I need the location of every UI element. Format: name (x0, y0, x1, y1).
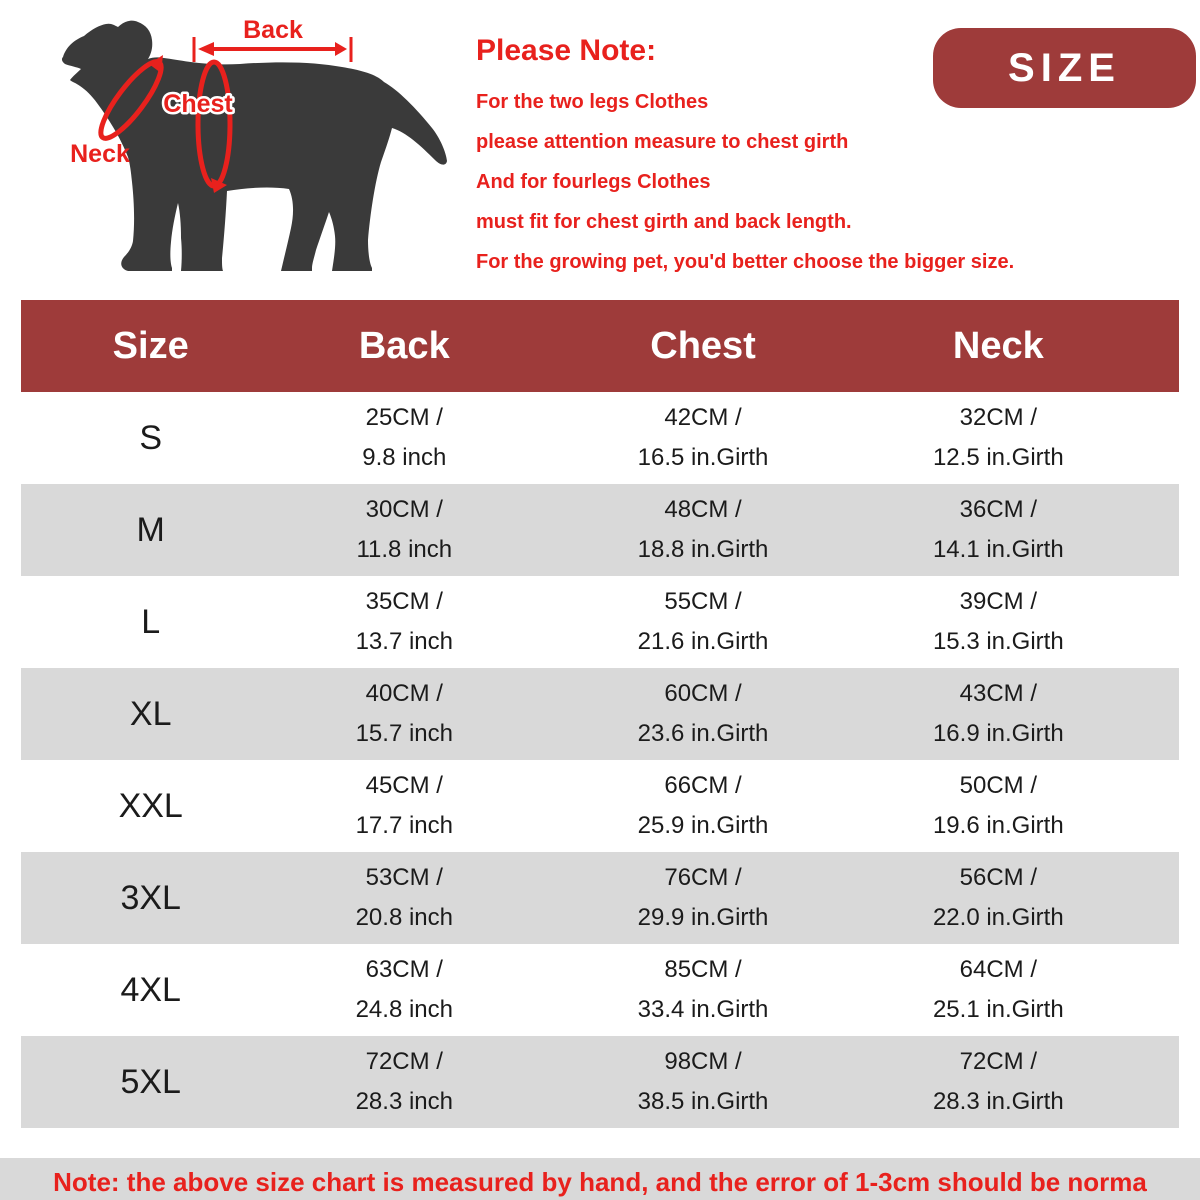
chest-cell: 60CM / 23.6 in.Girth (637, 680, 769, 747)
chest-cell: 98CM / 38.5 in.Girth (637, 1048, 769, 1115)
neck-cell: 50CM / 19.6 in.Girth (932, 772, 1064, 839)
note-line: must fit for chest girth and back length. (476, 211, 852, 233)
back-cell: 30CM / 11.8 inch (356, 496, 453, 563)
note-line: And for fourlegs Clothes (476, 171, 711, 193)
size-label: XL (129, 694, 172, 733)
column-header-spacer (1119, 300, 1179, 392)
back-cell: 25CM / 9.8 inch (362, 404, 447, 471)
row-spacer (1119, 1036, 1179, 1128)
column-header-size: Size (21, 300, 280, 392)
dog-measurement-diagram (0, 0, 470, 300)
size-table (21, 300, 1179, 1128)
back-arrowhead-left (198, 42, 214, 56)
table-row (21, 484, 1179, 576)
table-row (21, 576, 1179, 668)
note-line: please attention measure to chest girth (476, 131, 849, 153)
chest-cell: 55CM / 21.6 in.Girth (637, 588, 769, 655)
neck-cell: 64CM / 25.1 in.Girth (932, 956, 1064, 1023)
neck-cell: 39CM / 15.3 in.Girth (932, 588, 1064, 655)
chest-cell: 48CM / 18.8 in.Girth (637, 496, 769, 563)
size-label: S (139, 418, 163, 457)
row-spacer (1119, 668, 1179, 760)
chest-cell: 42CM / 16.5 in.Girth (637, 404, 769, 471)
column-header-back: Back (280, 300, 528, 392)
table-row (21, 1036, 1179, 1128)
chest-cell: 66CM / 25.9 in.Girth (637, 772, 769, 839)
back-label: Back (243, 16, 303, 44)
size-label: XXL (118, 786, 183, 825)
back-cell: 45CM / 17.7 inch (355, 772, 453, 839)
back-cell: 63CM / 24.8 inch (355, 956, 453, 1023)
size-label: M (136, 510, 165, 549)
back-cell: 40CM / 15.7 inch (355, 680, 453, 747)
back-cell: 72CM / 28.3 inch (355, 1048, 453, 1115)
row-spacer (1119, 852, 1179, 944)
table-row (21, 668, 1179, 760)
chest-cell: 76CM / 29.9 in.Girth (637, 864, 769, 931)
column-header-neck: Neck (878, 300, 1119, 392)
size-label: 3XL (120, 878, 181, 917)
back-cell: 35CM / 13.7 inch (355, 588, 453, 655)
row-spacer (1119, 944, 1179, 1036)
back-cell: 53CM / 20.8 inch (355, 864, 453, 931)
size-label: L (141, 602, 161, 641)
neck-cell: 36CM / 14.1 in.Girth (932, 496, 1064, 563)
row-spacer (1119, 484, 1179, 576)
note-title: Please Note: (476, 34, 657, 67)
table-row (21, 944, 1179, 1036)
table-header-row (21, 300, 1179, 392)
size-label: 4XL (120, 970, 181, 1009)
chest-cell: 85CM / 33.4 in.Girth (637, 956, 769, 1023)
size-badge: SIZE (933, 28, 1196, 108)
back-arrowhead-right (335, 42, 347, 56)
table-row (21, 392, 1179, 484)
size-label: 5XL (120, 1062, 181, 1101)
footer-note-bar (0, 1158, 1200, 1200)
neck-cell: 56CM / 22.0 in.Girth (932, 864, 1064, 931)
neck-cell: 72CM / 28.3 in.Girth (932, 1048, 1064, 1115)
column-header-chest: Chest (528, 300, 878, 392)
row-spacer (1119, 760, 1179, 852)
row-spacer (1119, 392, 1179, 484)
table-row (21, 852, 1179, 944)
neck-cell: 43CM / 16.9 in.Girth (932, 680, 1064, 747)
footer-note-text: Note: the above size chart is measured by hand, and the error of 1-3cm should be norma (53, 1167, 1147, 1197)
note-line: For the growing pet, you'd better choose the bigger size. (476, 251, 1015, 273)
chest-label: Chest (163, 90, 233, 118)
note-line: For the two legs Clothes (476, 91, 709, 113)
table-row (21, 760, 1179, 852)
neck-label: Neck (70, 140, 130, 168)
neck-cell: 32CM / 12.5 in.Girth (932, 404, 1064, 471)
row-spacer (1119, 576, 1179, 668)
